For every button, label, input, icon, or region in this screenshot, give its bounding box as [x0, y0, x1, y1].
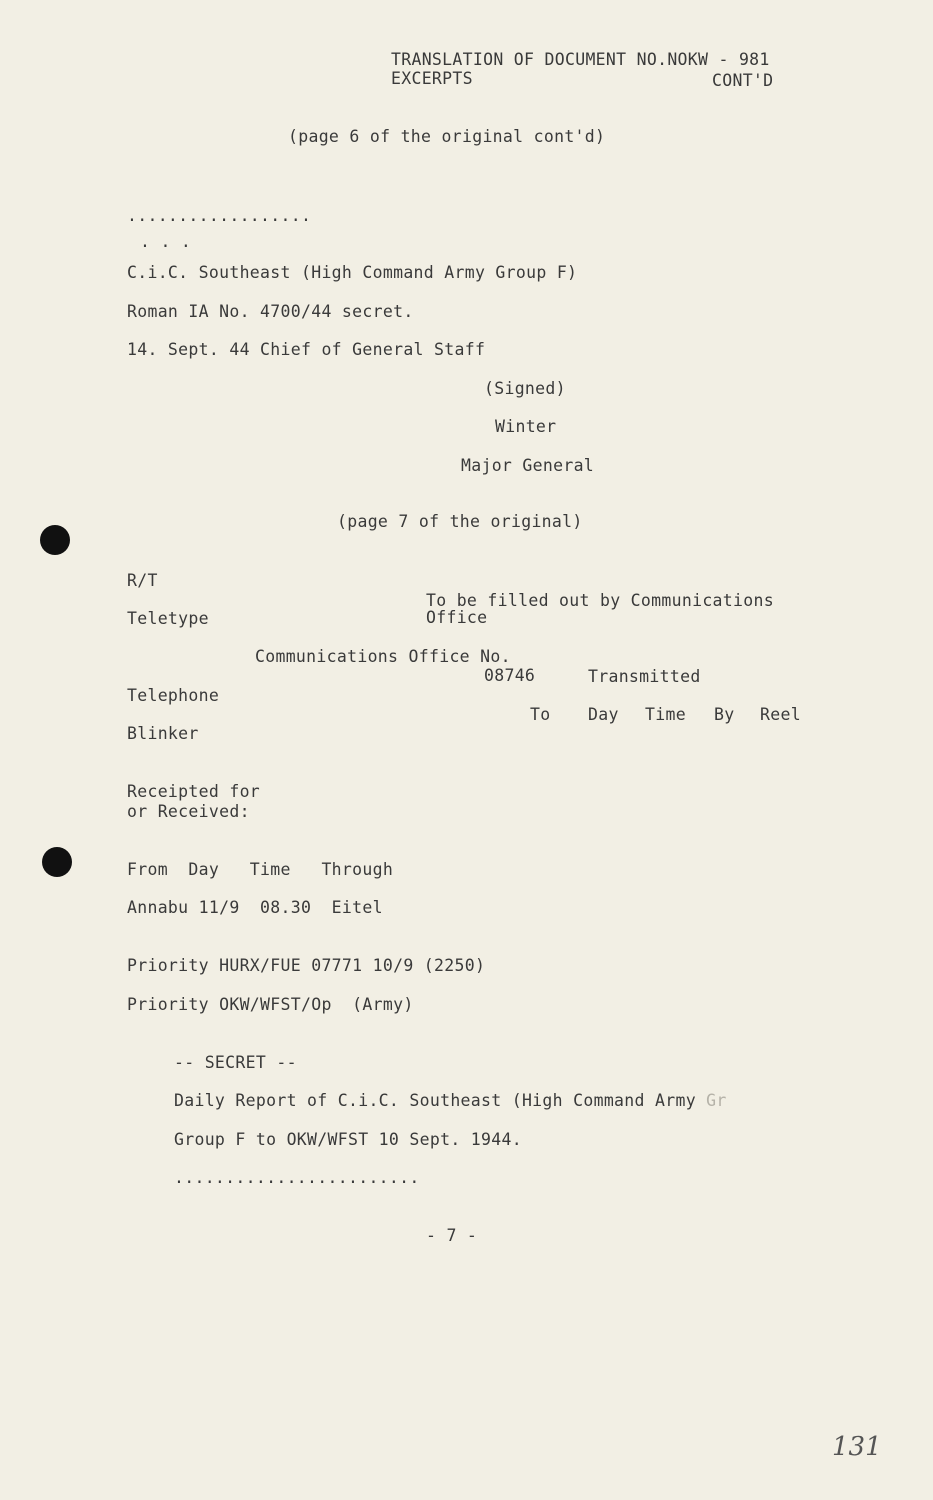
handwritten-page-number: 131	[832, 1432, 882, 1462]
signer-rank: Major General	[461, 456, 595, 475]
col-day: Day	[588, 705, 619, 724]
report-line2: Group F to OKW/WFST 10 Sept. 1944.	[174, 1130, 522, 1149]
comm-office-number: 08746	[484, 666, 536, 685]
report-dots: ........................	[174, 1168, 420, 1187]
page-number: - 7 -	[426, 1226, 478, 1245]
signer-name: Winter	[495, 417, 557, 436]
reference-line: Roman IA No. 4700/44 secret.	[127, 302, 414, 321]
filled-by-line2: Office	[426, 608, 488, 627]
col-reel: Reel	[760, 705, 801, 724]
page6-note: (page 6 of the original cont'd)	[288, 127, 606, 146]
transmitted-label: Transmitted	[588, 667, 701, 686]
rt-label: R/T	[127, 571, 158, 590]
dots-top: ..................	[127, 206, 312, 225]
signed-label: (Signed)	[484, 379, 566, 398]
teletype-label: Teletype	[127, 609, 209, 628]
date-line: 14. Sept. 44 Chief of General Staff	[127, 340, 486, 359]
blinker-label: Blinker	[127, 724, 199, 743]
receipted-line1: Receipted for	[127, 782, 261, 801]
priority-line1: Priority HURX/FUE 07771 10/9 (2250)	[127, 956, 486, 975]
report-line1-text: Daily Report of C.i.C. Southeast (High Command Army	[174, 1091, 696, 1110]
col-by: By	[714, 705, 735, 724]
cic-line: C.i.C. Southeast (High Command Army Group F)	[127, 263, 578, 282]
filled-by-line1: To be filled out by Communications	[426, 591, 774, 610]
receipted-line2: or Received:	[127, 802, 250, 821]
punch-hole	[40, 525, 70, 555]
report-line1	[174, 1091, 727, 1111]
col-to: To	[530, 705, 551, 724]
page7-note: (page 7 of the original)	[337, 512, 583, 531]
header-title: TRANSLATION OF DOCUMENT NO.NOKW - 981	[391, 50, 770, 69]
report-line1-cutoff: Gr	[706, 1091, 727, 1110]
telephone-label: Telephone	[127, 686, 220, 705]
punch-hole	[42, 847, 72, 877]
col-time: Time	[645, 705, 686, 724]
header-contd: CONT'D	[712, 71, 774, 90]
secret-label: -- SECRET --	[174, 1053, 297, 1072]
from-values: Annabu 11/9 08.30 Eitel	[127, 898, 383, 917]
dots-small: . . .	[140, 232, 192, 251]
from-header: From Day Time Through	[127, 860, 394, 879]
priority-line2: Priority OKW/WFST/Op (Army)	[127, 995, 414, 1014]
comm-office-label: Communications Office No.	[255, 647, 511, 666]
header-excerpts: EXCERPTS	[391, 69, 473, 88]
